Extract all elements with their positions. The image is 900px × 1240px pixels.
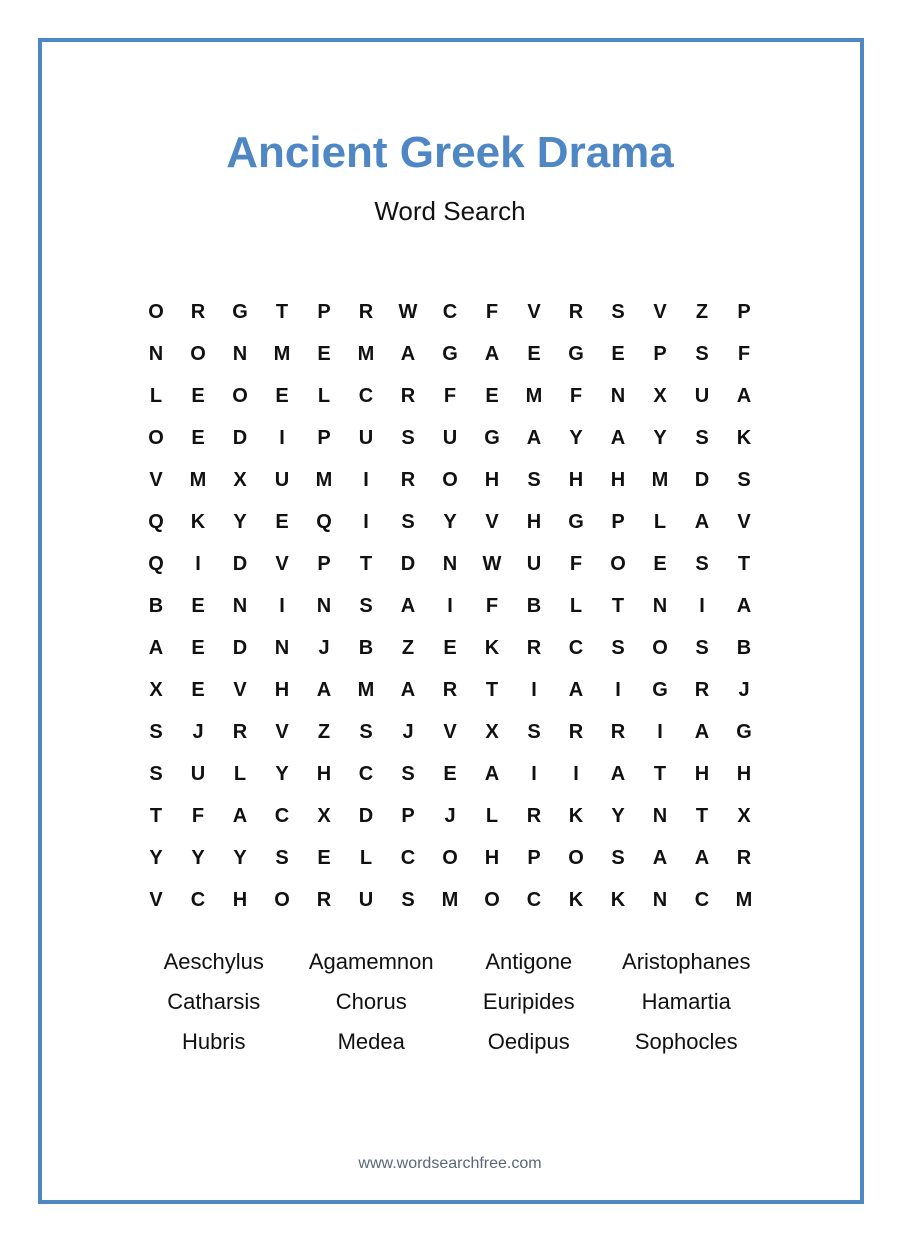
grid-cell: W: [482, 552, 502, 575]
grid-cell: D: [232, 426, 248, 449]
grid-cell: A: [694, 846, 710, 869]
grid-cell: S: [275, 846, 289, 869]
grid-cell: U: [694, 384, 710, 407]
grid-cell: P: [653, 342, 667, 365]
grid-cell: F: [485, 594, 499, 617]
grid-cell: R: [610, 720, 626, 743]
grid-cell: J: [444, 804, 456, 827]
grid-cell: E: [485, 384, 499, 407]
grid-cell: H: [316, 762, 332, 785]
grid-cell: V: [275, 720, 289, 743]
grid-cell: E: [191, 636, 205, 659]
grid-cell: F: [443, 384, 457, 407]
word-list-item: Antigone: [485, 949, 573, 974]
grid-cell: X: [149, 678, 163, 701]
grid-cell: E: [527, 342, 541, 365]
grid-cell: E: [317, 342, 331, 365]
grid-cell: C: [694, 888, 710, 911]
grid-cell: F: [737, 342, 751, 365]
grid-cell: G: [568, 342, 584, 365]
grid-cell: T: [695, 804, 709, 827]
grid-cell: O: [610, 552, 626, 575]
grid-cell: K: [610, 888, 626, 911]
grid-cell: I: [447, 594, 453, 617]
grid-cell: T: [149, 804, 163, 827]
grid-cell: R: [568, 300, 584, 323]
grid-cell: A: [736, 594, 752, 617]
grid-cell: Q: [148, 510, 164, 533]
word-list-item: Agamemnon: [308, 949, 434, 974]
grid-cell: G: [232, 300, 248, 323]
word-list-item: Medea: [337, 1029, 405, 1054]
grid-cell: X: [737, 804, 751, 827]
grid-cell: S: [695, 636, 709, 659]
grid-cell: P: [527, 846, 541, 869]
grid-cell: O: [190, 342, 206, 365]
grid-cell: R: [736, 846, 752, 869]
grid-cell: C: [568, 636, 584, 659]
word-list-item: Catharsis: [167, 989, 261, 1014]
grid-cell: X: [653, 384, 667, 407]
grid-cell: E: [275, 384, 289, 407]
grid-cell: P: [317, 426, 331, 449]
grid-cell: Y: [653, 426, 667, 449]
grid-cell: C: [400, 846, 416, 869]
grid-cell: S: [611, 300, 625, 323]
grid-cell: O: [148, 300, 164, 323]
grid-cell: Y: [611, 804, 625, 827]
grid-cell: E: [443, 636, 457, 659]
grid-cell: I: [699, 594, 705, 617]
grid-cell: E: [191, 426, 205, 449]
grid-cell: S: [695, 426, 709, 449]
grid-cell: D: [400, 552, 416, 575]
grid-cell: S: [611, 636, 625, 659]
grid-cell: D: [694, 468, 710, 491]
grid-cell: S: [611, 846, 625, 869]
grid-cell: M: [357, 342, 375, 365]
grid-cell: S: [401, 762, 415, 785]
grid-cell: M: [735, 888, 753, 911]
grid-cell: C: [358, 384, 374, 407]
grid-cell: I: [279, 594, 285, 617]
grid-cell: G: [568, 510, 584, 533]
grid-cell: L: [359, 846, 373, 869]
grid-cell: L: [569, 594, 583, 617]
grid-cell: D: [232, 552, 248, 575]
grid-cell: J: [318, 636, 330, 659]
grid-cell: V: [653, 300, 667, 323]
footer-url: www.wordsearchfree.com: [358, 1155, 542, 1172]
grid-cell: H: [232, 888, 248, 911]
grid-cell: I: [531, 678, 537, 701]
grid-cell: R: [442, 678, 458, 701]
grid-cell: I: [363, 510, 369, 533]
grid-cell: X: [485, 720, 499, 743]
grid-cell: H: [484, 468, 500, 491]
grid-cell: E: [443, 762, 457, 785]
grid-cell: E: [275, 510, 289, 533]
grid-cell: H: [610, 468, 626, 491]
grid-cell: S: [527, 468, 541, 491]
grid-cell: J: [402, 720, 414, 743]
grid-cell: M: [357, 678, 375, 701]
grid-cell: N: [652, 888, 668, 911]
grid-cell: O: [568, 846, 584, 869]
grid-cell: I: [279, 426, 285, 449]
page-title: Ancient Greek Drama: [226, 128, 674, 177]
grid-cell: R: [400, 384, 416, 407]
grid-cell: I: [531, 762, 537, 785]
word-list-item: Hamartia: [641, 989, 731, 1014]
grid-cell: A: [652, 846, 668, 869]
grid-cell: C: [190, 888, 206, 911]
grid-cell: N: [232, 342, 248, 365]
grid-cell: C: [274, 804, 290, 827]
grid-cell: Z: [401, 636, 415, 659]
grid-cell: R: [526, 636, 542, 659]
grid-cell: P: [737, 300, 751, 323]
grid-cell: S: [359, 594, 373, 617]
grid-cell: L: [233, 762, 247, 785]
grid-cell: C: [442, 300, 458, 323]
word-list-item: Oedipus: [487, 1029, 570, 1054]
grid-cell: Y: [233, 510, 247, 533]
grid-cell: T: [611, 594, 625, 617]
grid-cell: T: [275, 300, 289, 323]
page-subtitle: Word Search: [374, 196, 526, 226]
grid-cell: A: [484, 342, 500, 365]
grid-cell: A: [694, 720, 710, 743]
grid-cell: N: [610, 384, 626, 407]
grid-cell: P: [317, 552, 331, 575]
grid-cell: L: [317, 384, 331, 407]
grid-cell: P: [401, 804, 415, 827]
grid-cell: N: [442, 552, 458, 575]
grid-cell: P: [317, 300, 331, 323]
grid-cell: A: [316, 678, 332, 701]
grid-cell: I: [363, 468, 369, 491]
grid-cell: H: [484, 846, 500, 869]
grid-cell: O: [442, 468, 458, 491]
grid-cell: V: [485, 510, 499, 533]
grid-cell: R: [358, 300, 374, 323]
grid-cell: D: [232, 636, 248, 659]
grid-cell: S: [401, 510, 415, 533]
grid-cell: A: [232, 804, 248, 827]
grid-cell: L: [149, 384, 163, 407]
grid-cell: A: [736, 384, 752, 407]
grid-cell: Q: [316, 510, 332, 533]
grid-cell: B: [148, 594, 164, 617]
grid-cell: Y: [233, 846, 247, 869]
grid-cell: E: [191, 594, 205, 617]
grid-cell: Y: [569, 426, 583, 449]
grid-cell: B: [736, 636, 752, 659]
grid-cell: G: [442, 342, 458, 365]
grid-cell: I: [195, 552, 201, 575]
grid-cell: G: [736, 720, 752, 743]
letter-grid: [135, 291, 765, 921]
grid-cell: O: [652, 636, 668, 659]
grid-cell: P: [611, 510, 625, 533]
grid-cell: O: [484, 888, 500, 911]
grid-cell: M: [315, 468, 333, 491]
grid-cell: A: [610, 762, 626, 785]
grid-cell: E: [611, 342, 625, 365]
grid-cell: A: [400, 342, 416, 365]
grid-cell: C: [358, 762, 374, 785]
grid-cell: A: [568, 678, 584, 701]
grid-cell: L: [485, 804, 499, 827]
grid-cell: R: [316, 888, 332, 911]
word-list-item: Hubris: [181, 1029, 246, 1054]
grid-cell: O: [232, 384, 248, 407]
grid-cell: K: [190, 510, 206, 533]
grid-cell: Y: [275, 762, 289, 785]
grid-cell: F: [569, 384, 583, 407]
grid-cell: Y: [149, 846, 163, 869]
grid-cell: O: [274, 888, 290, 911]
grid-cell: R: [400, 468, 416, 491]
grid-cell: N: [274, 636, 290, 659]
grid-cell: K: [736, 426, 752, 449]
grid-cell: D: [358, 804, 374, 827]
grid-cell: E: [191, 384, 205, 407]
grid-cell: U: [190, 762, 206, 785]
grid-cell: B: [526, 594, 542, 617]
grid-cell: X: [317, 804, 331, 827]
grid-cell: V: [233, 678, 247, 701]
grid-cell: E: [317, 846, 331, 869]
grid-cell: G: [652, 678, 668, 701]
grid-cell: K: [568, 888, 584, 911]
grid-cell: K: [568, 804, 584, 827]
grid-cell: S: [149, 720, 163, 743]
grid-cell: S: [695, 552, 709, 575]
grid-cell: V: [149, 468, 163, 491]
grid-cell: H: [568, 468, 584, 491]
grid-cell: R: [526, 804, 542, 827]
grid-cell: A: [148, 636, 164, 659]
grid-cell: N: [148, 342, 164, 365]
grid-cell: T: [359, 552, 373, 575]
grid-cell: I: [615, 678, 621, 701]
grid-cell: L: [653, 510, 667, 533]
grid-cell: A: [610, 426, 626, 449]
grid-cell: U: [358, 888, 374, 911]
grid-cell: Y: [191, 846, 205, 869]
grid-cell: F: [569, 552, 583, 575]
grid-cell: V: [527, 300, 541, 323]
grid-cell: S: [149, 762, 163, 785]
grid-cell: V: [443, 720, 457, 743]
grid-cell: S: [359, 720, 373, 743]
grid-cell: V: [737, 510, 751, 533]
grid-cell: C: [526, 888, 542, 911]
grid-cell: Y: [443, 510, 457, 533]
grid-cell: H: [694, 762, 710, 785]
word-list: [135, 942, 765, 1062]
grid-cell: Q: [148, 552, 164, 575]
grid-cell: G: [484, 426, 500, 449]
grid-cell: R: [190, 300, 206, 323]
grid-cell: F: [485, 300, 499, 323]
word-list-item: Sophocles: [634, 1029, 738, 1054]
grid-cell: M: [651, 468, 669, 491]
grid-cell: T: [485, 678, 499, 701]
grid-cell: T: [653, 762, 667, 785]
grid-cell: B: [358, 636, 374, 659]
grid-cell: M: [273, 342, 291, 365]
grid-cell: Z: [695, 300, 709, 323]
grid-cell: U: [358, 426, 374, 449]
grid-cell: O: [442, 846, 458, 869]
grid-cell: N: [232, 594, 248, 617]
grid-cell: Z: [317, 720, 331, 743]
grid-cell: A: [484, 762, 500, 785]
grid-cell: R: [694, 678, 710, 701]
grid-cell: M: [525, 384, 543, 407]
grid-cell: H: [526, 510, 542, 533]
grid-cell: R: [568, 720, 584, 743]
grid-cell: J: [192, 720, 204, 743]
grid-cell: U: [274, 468, 290, 491]
grid-cell: J: [738, 678, 750, 701]
grid-cell: F: [191, 804, 205, 827]
grid-cell: T: [737, 552, 751, 575]
grid-cell: K: [484, 636, 500, 659]
grid-cell: A: [400, 678, 416, 701]
word-list-item: Euripides: [482, 989, 575, 1014]
grid-cell: O: [148, 426, 164, 449]
grid-cell: S: [401, 426, 415, 449]
word-list-item: Chorus: [335, 989, 407, 1014]
word-list-item: Aeschylus: [163, 949, 264, 974]
grid-cell: R: [232, 720, 248, 743]
grid-cell: U: [442, 426, 458, 449]
grid-cell: M: [189, 468, 207, 491]
word-list-item: Aristophanes: [622, 949, 751, 974]
grid-cell: S: [695, 342, 709, 365]
grid-cell: W: [398, 300, 418, 323]
grid-cell: E: [191, 678, 205, 701]
grid-cell: M: [441, 888, 459, 911]
grid-cell: S: [401, 888, 415, 911]
grid-cell: V: [149, 888, 163, 911]
grid-cell: S: [737, 468, 751, 491]
grid-cell: I: [657, 720, 663, 743]
grid-cell: H: [736, 762, 752, 785]
grid-cell: E: [653, 552, 667, 575]
grid-cell: I: [573, 762, 579, 785]
grid-cell: H: [274, 678, 290, 701]
grid-cell: V: [275, 552, 289, 575]
grid-cell: N: [652, 804, 668, 827]
grid-cell: N: [652, 594, 668, 617]
grid-cell: A: [694, 510, 710, 533]
grid-cell: U: [526, 552, 542, 575]
grid-cell: X: [233, 468, 247, 491]
grid-cell: A: [400, 594, 416, 617]
grid-cell: A: [526, 426, 542, 449]
grid-cell: N: [316, 594, 332, 617]
grid-cell: S: [527, 720, 541, 743]
